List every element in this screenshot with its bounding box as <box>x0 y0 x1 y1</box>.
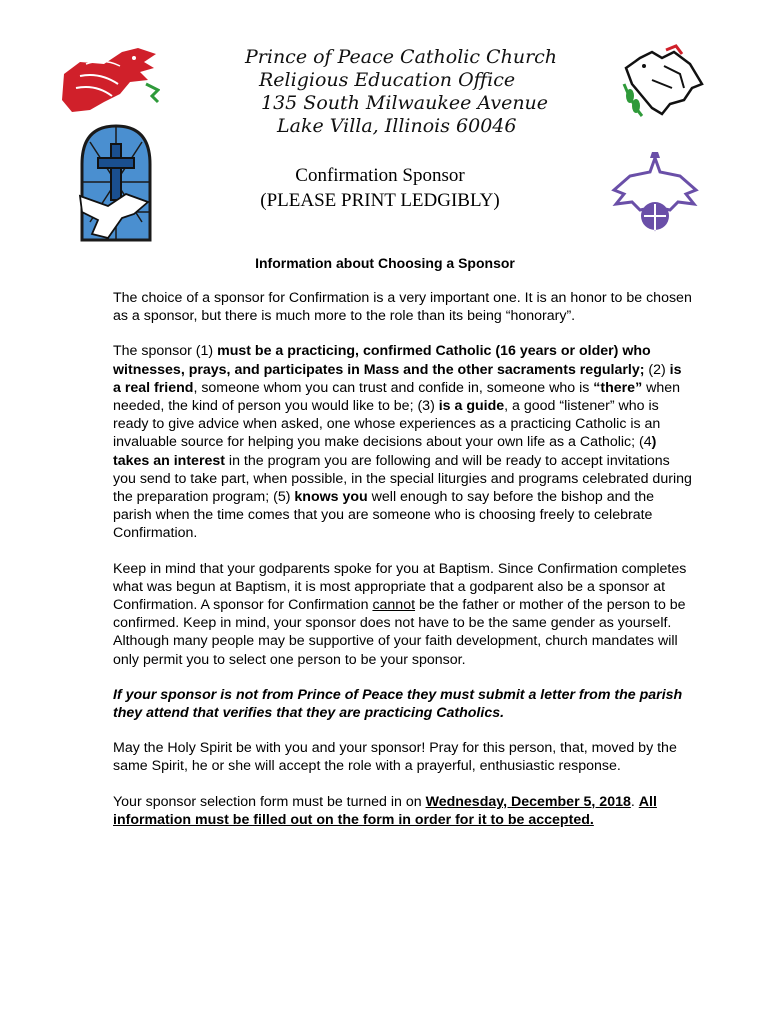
city-address: Lake Villa, Illinois 60046 <box>277 115 517 137</box>
descending-dove-icon <box>610 150 700 240</box>
stained-glass-dove-icon <box>78 122 154 244</box>
dove-olive-branch-icon <box>622 44 704 120</box>
paragraph-1: The choice of a sponsor for Confirmation is a very important one. It is an honor to be chosen as a sponsor, but there is much more to the role than its being “honorary”. <box>113 290 692 325</box>
paragraph-2: The sponsor (1) must be a practicing, confirmed Catholic (16 years or older) who witnesses, prays, and participates in Mass and the other sacraments regularly; (2) is a real friend, someone whom you can trust and confide in, someone who is “there” when needed, the kind of person you would like to be; (3) is a guide, a good “listener” who is ready to give advice when asked, one whose experiences as a practicing Catholic is an invaluable source for helping you make decisions about your own life as a Catholic; (4) takes an interest in the program you are following and will be ready to accept invitations you send to take part, when possible, in the special liturgies and programs celebrated during the preparation program; (5) knows you well enough to say before the bishop and the parish when the time comes that you are someone who is choosing freely to celebrate Confirmation. <box>113 343 692 542</box>
form-title-subtitle: (PLEASE PRINT LEDGIBLY) <box>260 190 500 211</box>
office-name: Religious Education Office <box>259 69 516 91</box>
deadline-date: Wednesday, December 5, 2018 <box>425 793 631 810</box>
body-text <box>113 289 693 846</box>
paragraph-3: Keep in mind that your godparents spoke for you at Baptism. Since Confirmation completes what was begun at Baptism, it is most appropriate that a godparent also be a sponsor at Confirmation. A sponsor for Confirmation cannot be the father or mother of the person to be confirmed. Keep in mind, your sponsor does not have to be the same gender as yourself. Although many people may be supportive of your faith development, church mandates will only permit you to select one person to be your sponsor. <box>113 560 687 668</box>
paragraph-5: May the Holy Spirit be with you and your sponsor! Pray for this person, that, moved by the same Spirit, he or she will accept the role with a prayerful, enthusiastic response. <box>113 740 677 775</box>
paragraph-6-deadline: Your sponsor selection form must be turned in on Wednesday, December 5, 2018. All information must be filled out on the form in order for it to be accepted. <box>113 793 657 828</box>
red-dove-icon <box>60 44 160 116</box>
church-name: Prince of Peace Catholic Church <box>245 46 558 68</box>
church-header <box>245 46 558 138</box>
section-title: Information about Choosing a Sponsor <box>255 255 515 271</box>
form-title-main: Confirmation Sponsor <box>295 165 465 186</box>
paragraph-4-notice: If your sponsor is not from Prince of Peace they must submit a letter from the parish they attend that verifies that they are practicing Catholics. <box>113 686 683 722</box>
form-title <box>230 163 530 213</box>
street-address: 135 South Milwaukee Avenue <box>261 92 549 114</box>
